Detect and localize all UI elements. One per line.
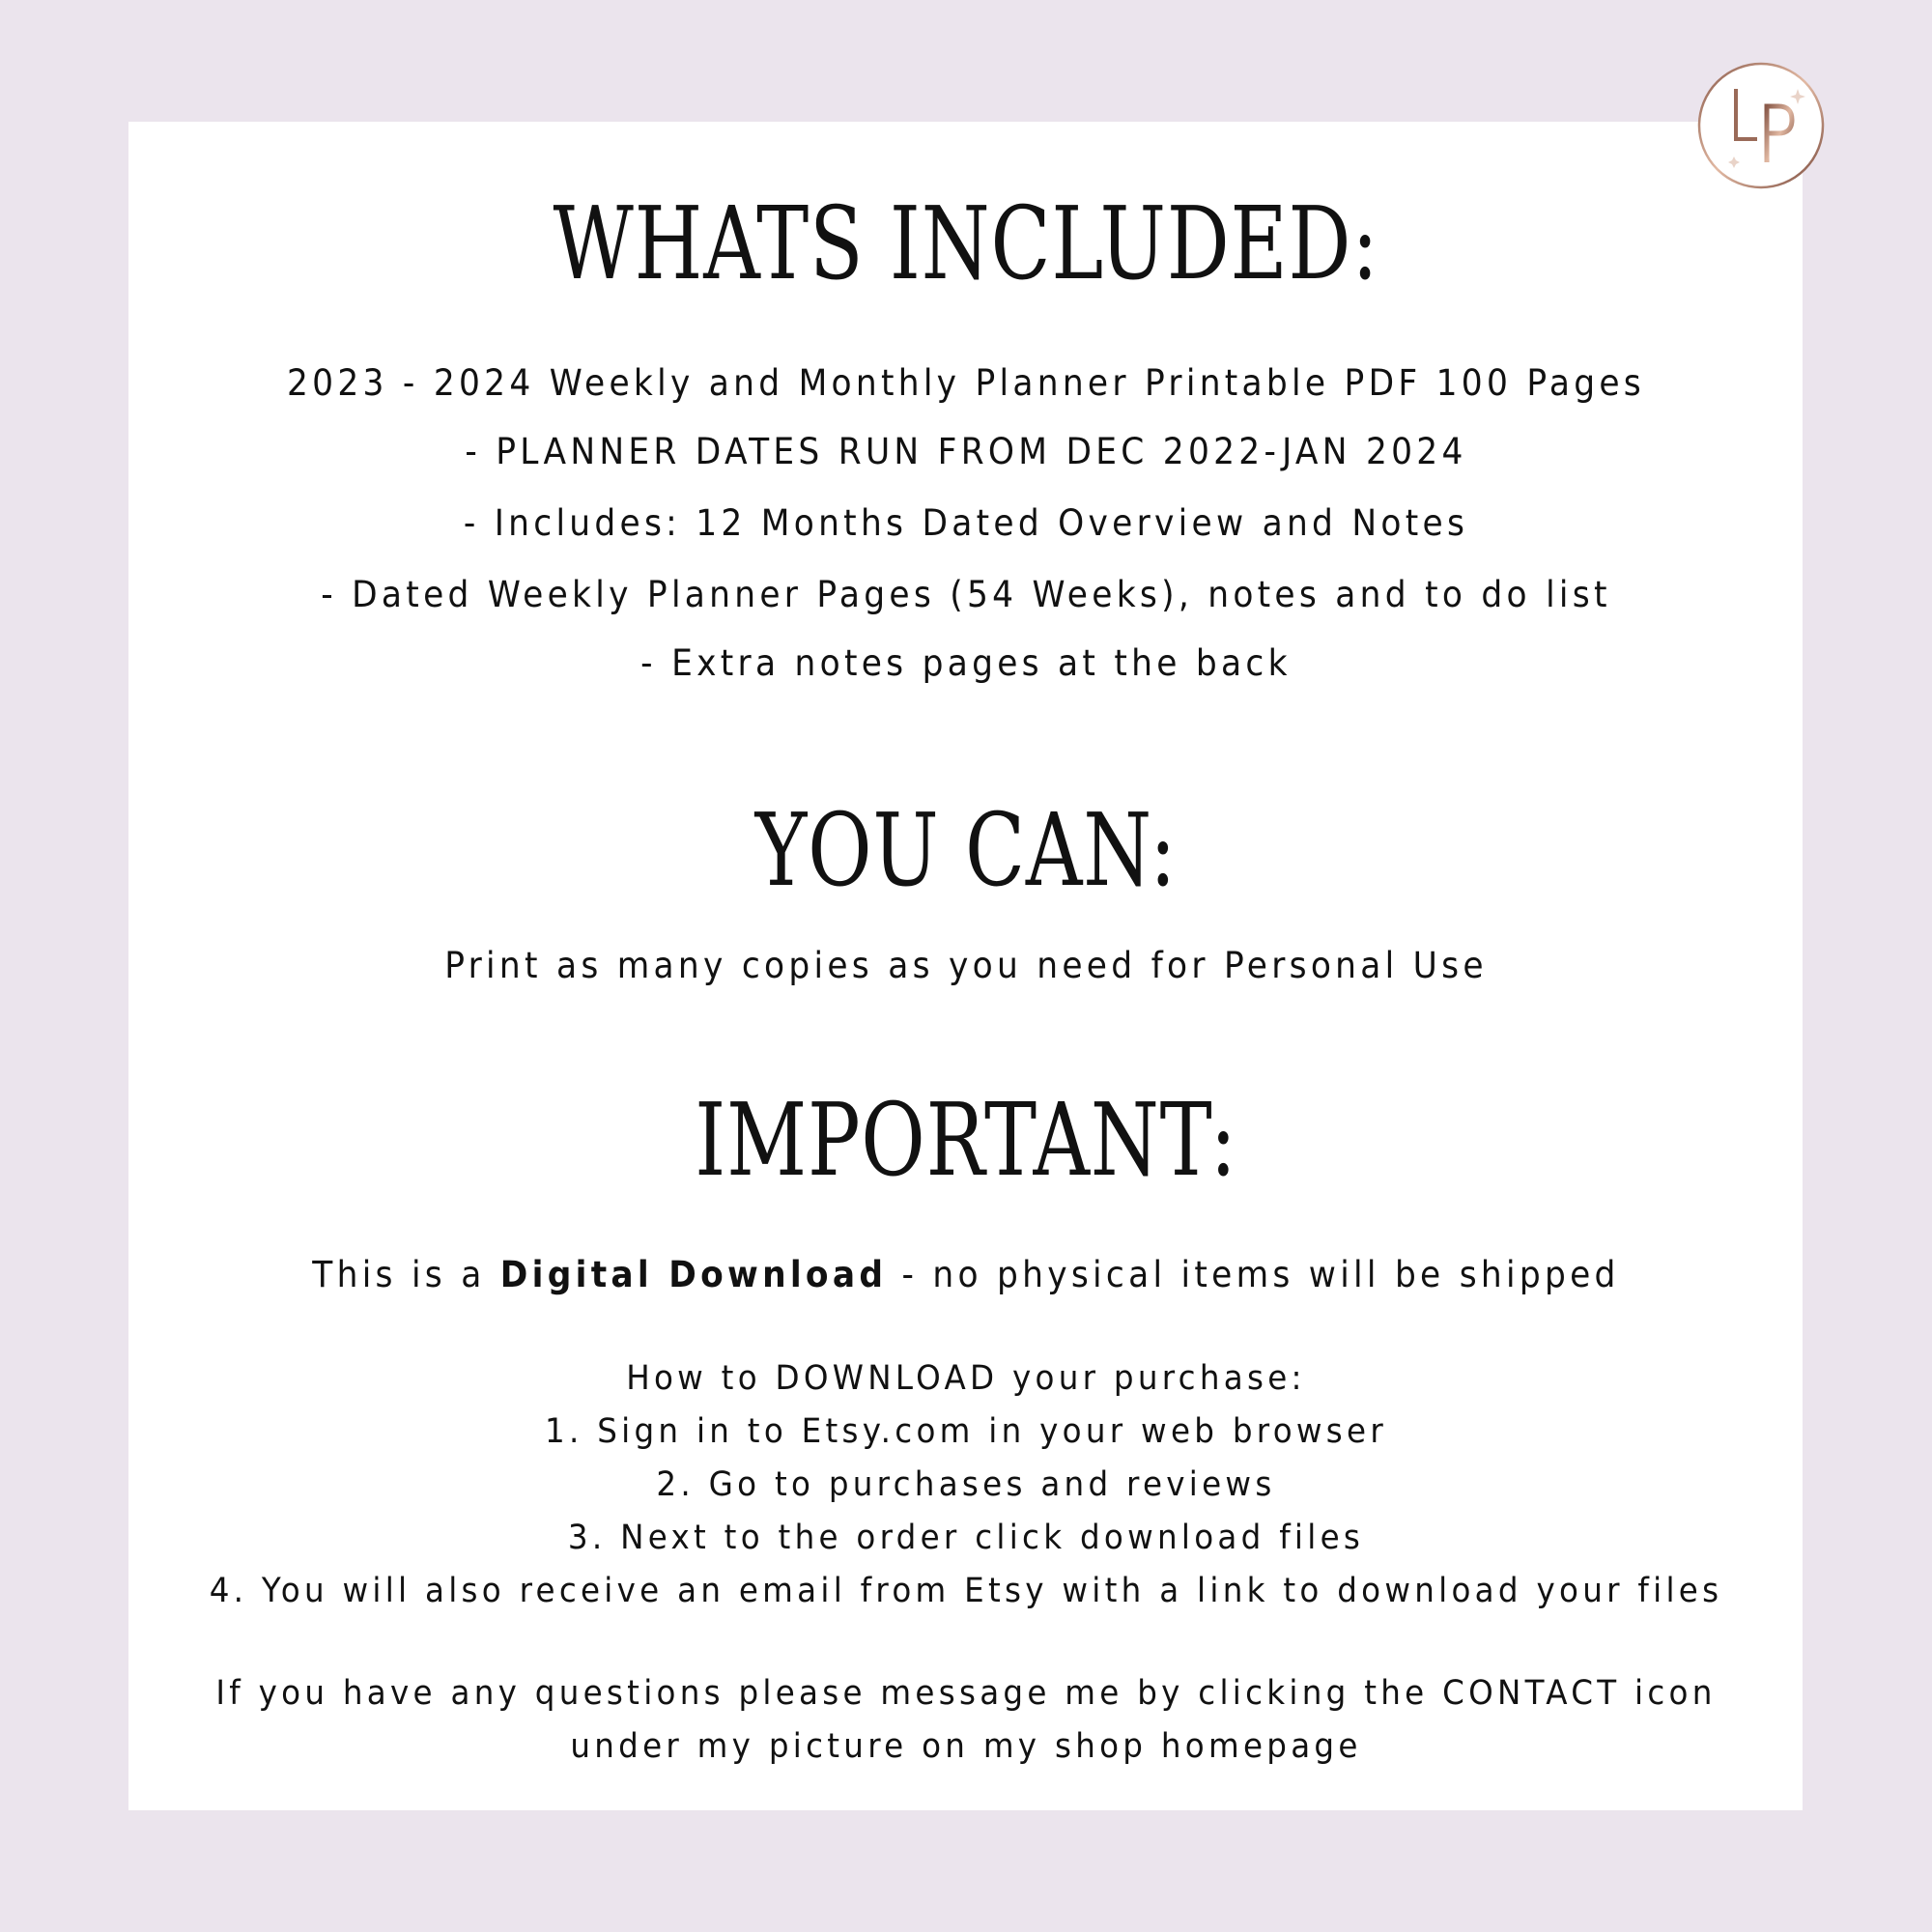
download-step: 4. You will also receive an email from Etsy with a link to download your files — [209, 1572, 1723, 1610]
included-item: 2023 - 2024 Weekly and Monthly Planner Printable PDF 100 Pages — [287, 362, 1645, 404]
included-item: - Dated Weekly Planner Pages (54 Weeks), notes and to do list — [321, 574, 1611, 615]
download-step: 2. Go to purchases and reviews — [656, 1465, 1276, 1504]
contact-note-line: If you have any questions please message me by clicking the CONTACT icon — [215, 1674, 1717, 1713]
digital-prefix: This is a — [312, 1254, 500, 1295]
included-item: - PLANNER DATES RUN FROM DEC 2022-JAN 2024 — [465, 431, 1467, 472]
download-title: How to DOWNLOAD your purchase: — [626, 1359, 1306, 1398]
digital-download-note — [68, 1254, 1864, 1295]
digital-bold: Digital Download — [499, 1254, 888, 1295]
included-heading: WHATS INCLUDED: — [553, 185, 1379, 302]
download-step: 1. Sign in to Etsy.com in your web browser — [544, 1412, 1388, 1451]
you-can-text: Print as many copies as you need for Personal Use — [444, 945, 1488, 986]
download-step: 3. Next to the order click download files — [567, 1519, 1365, 1557]
included-item: - Extra notes pages at the back — [640, 642, 1292, 684]
brand-logo — [1697, 62, 1825, 189]
included-item: - Includes: 12 Months Dated Overview and Notes — [463, 502, 1469, 544]
important-heading: IMPORTANT: — [695, 1081, 1237, 1199]
you-can-heading: YOU CAN: — [754, 791, 1178, 909]
contact-note-line: under my picture on my shop homepage — [570, 1727, 1362, 1766]
digital-suffix: - no physical items will be shipped — [887, 1254, 1620, 1295]
